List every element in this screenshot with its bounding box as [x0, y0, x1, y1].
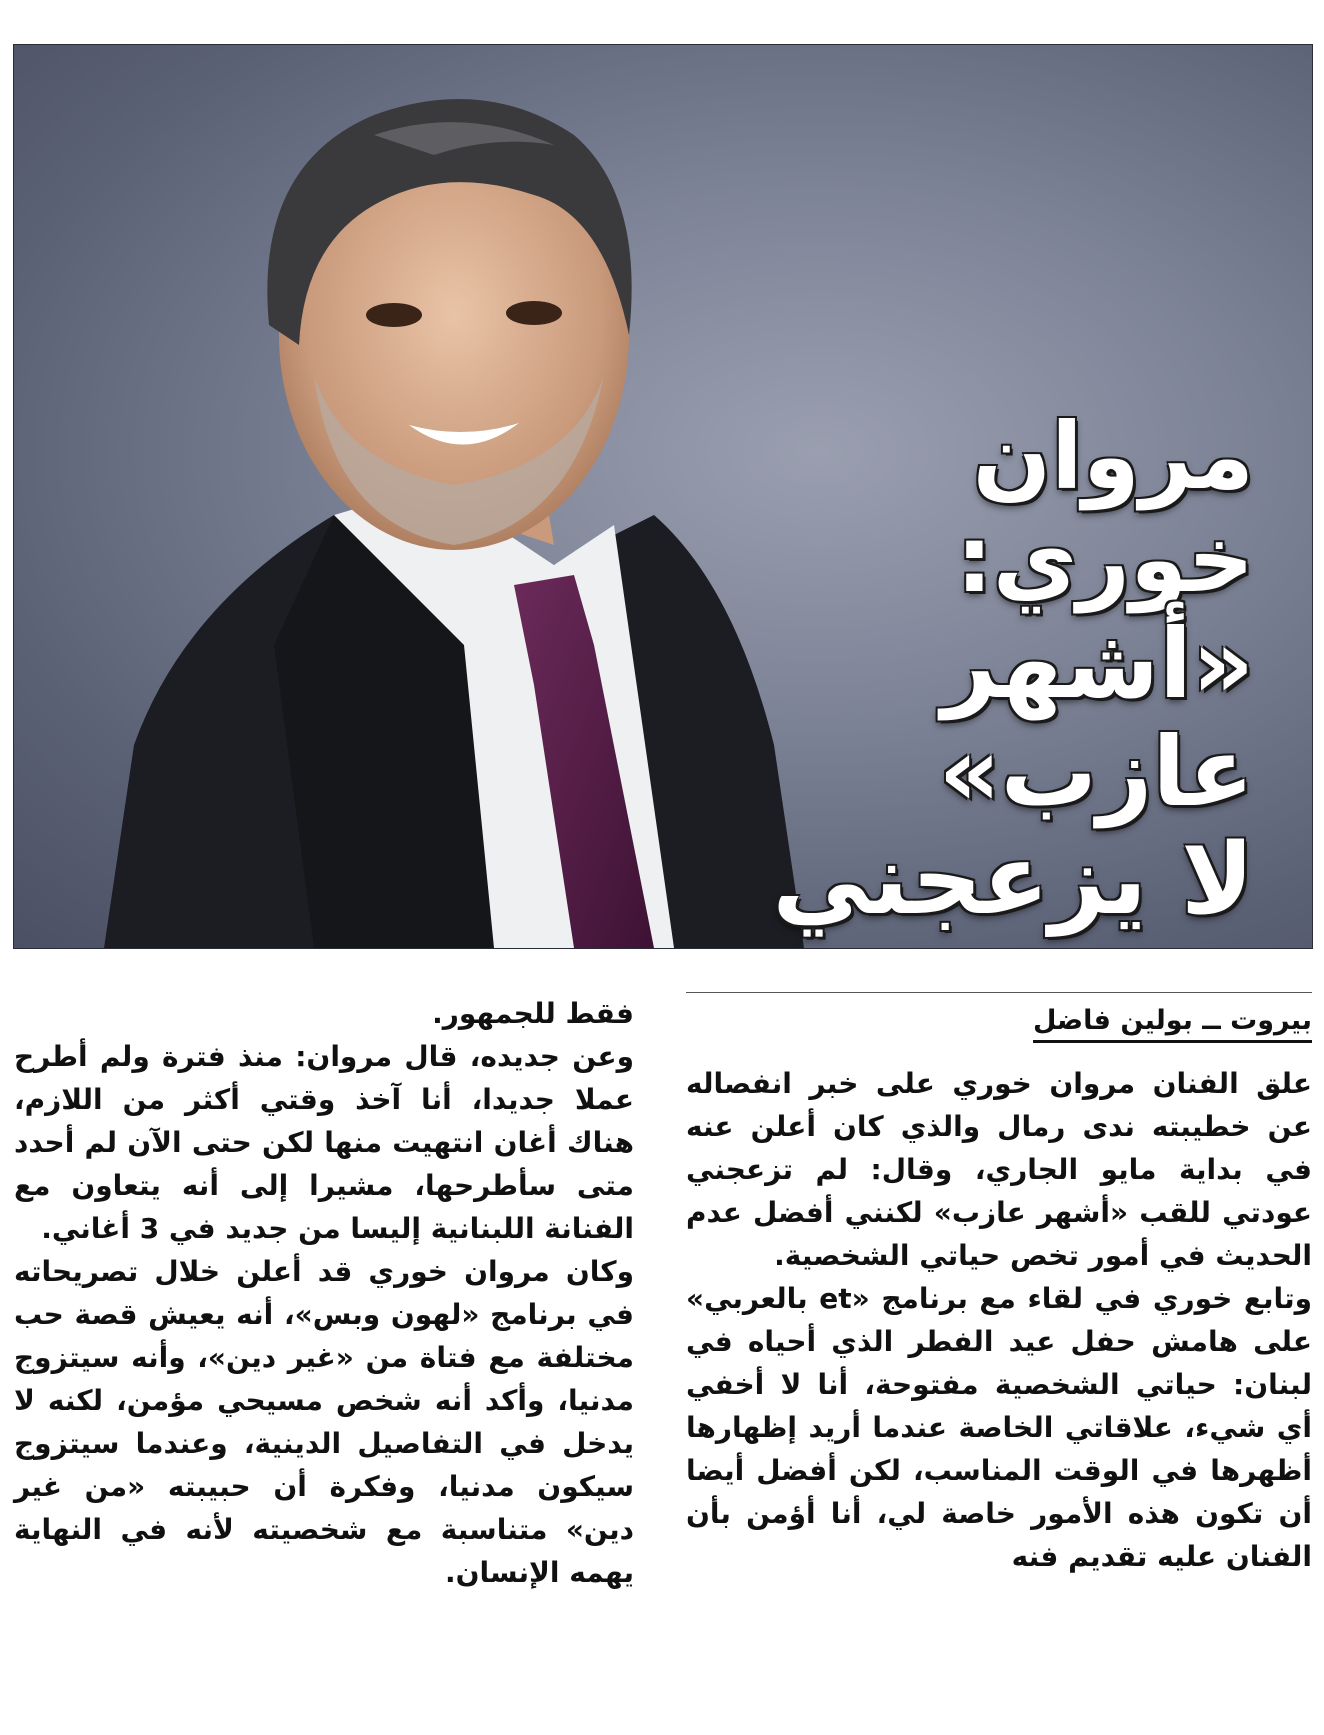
byline: بيروت ــ بولين فاضل: [1033, 1005, 1312, 1043]
byline-rule: [686, 992, 1312, 1036]
paragraph: وعن جديده، قال مروان: منذ فترة ولم أطرح عملا جديدا، أنا آخذ وقتي أكثر من اللازم، هناك أغان انتهيت منها لكن حتى الآن لم أحدد متى سأطرحها، مشيرا إلى أنه يتعاون مع الفنانة اللبنانية إليسا من جديد في 3 أغاني.: [14, 1040, 634, 1245]
headline-line-3: لا يزعجني: [772, 823, 1254, 938]
headline-line-1: مروان خوري:: [955, 403, 1254, 614]
article-column-left: [14, 992, 634, 1594]
paragraph: وتابع خوري في لقاء مع برنامج «et بالعربي» على هامش حفل عيد الفطر الذي أحياه في لبنان: حياتي الشخصية مفتوحة، أنا لا أخفي أي شيء، علاقاتي الخاصة عندما أريد إظهارها أظهرها في الوقت المناسب، لكن أفضل أيضا أن تكون هذه الأمور خاصة لي، أنا أؤمن بأن الفنان عليه تقديم فنه: [686, 1282, 1312, 1573]
headline-line-2: «أشهر عازب»: [938, 608, 1254, 828]
paragraph: علق الفنان مروان خوري على خبر انفصاله عن خطيبته ندى رمال والذي كان أعلن عنه في بداية مايو الجاري، وقال: لم تزعجني عودتي للقب «أشهر عازب» لكنني أفضل عدم الحديث في أمور تخص حياتي الشخصية.: [686, 1067, 1312, 1272]
headline: [694, 405, 1254, 936]
paragraph: وكان مروان خوري قد أعلن خلال تصريحاته في برنامج «لهون وبس»، أنه يعيش قصة حب مختلفة مع فتاة من «غير دين»، وأنه سيتزوج مدنيا، وأكد أنه شخص مسيحي مؤمن، لكنه لا يدخل في التفاصيل الدينية، وعندما سيتزوج سيكون مدنيا، وفكرة أن حبيبته «من غير دين» متناسبة مع شخصيته لأنه في النهاية يهمه الإنسان.: [14, 1255, 634, 1589]
article-column-right: [686, 1062, 1312, 1578]
paragraph: فقط للجمهور.: [432, 997, 634, 1030]
